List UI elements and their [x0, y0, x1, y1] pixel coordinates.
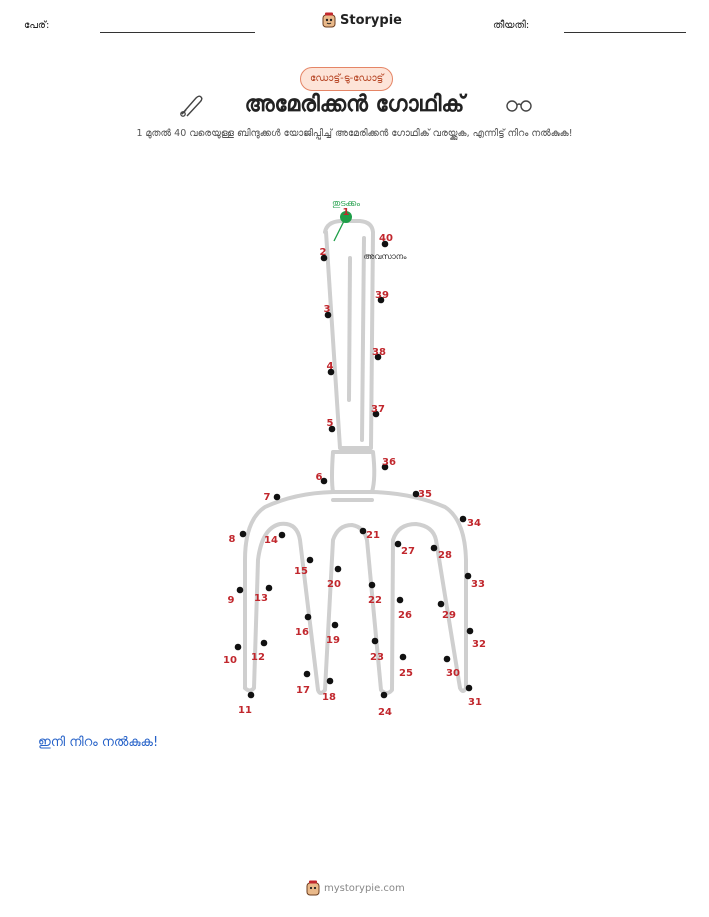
dots-layer — [223, 207, 486, 718]
dot-10 — [235, 644, 242, 651]
dot-19 — [332, 622, 339, 629]
dot-number-4: 4 — [326, 361, 334, 372]
color-prompt: ഇനി നിറം നൽകുക! — [38, 735, 159, 750]
dot-number-29: 29 — [442, 610, 456, 621]
dot-7 — [274, 494, 281, 501]
dot-26 — [397, 597, 404, 604]
dot-31 — [466, 685, 473, 692]
dot-number-3: 3 — [323, 304, 331, 315]
dot-24 — [381, 692, 388, 699]
dot-number-38: 38 — [372, 347, 386, 358]
dot-17 — [304, 671, 311, 678]
name-label: പേര്: — [24, 20, 50, 31]
dot-22 — [369, 582, 376, 589]
dot-number-5: 5 — [326, 418, 334, 429]
dot-number-21: 21 — [366, 530, 380, 541]
footer — [306, 880, 405, 896]
dot-15 — [307, 557, 314, 564]
dot-14 — [279, 532, 286, 539]
start-label: തുടക്കം — [331, 199, 361, 209]
dot-number-2: 2 — [319, 247, 327, 258]
dot-number-18: 18 — [322, 692, 336, 703]
dot-number-7: 7 — [263, 492, 271, 503]
dot-12 — [261, 640, 268, 647]
dot-number-27: 27 — [401, 546, 415, 557]
dot-number-13: 13 — [254, 593, 268, 604]
dot-13 — [266, 585, 273, 592]
dot-30 — [444, 656, 451, 663]
activity-badge: ഡോട്ട്-ടു-ഡോട്ട് — [300, 67, 393, 91]
dot-number-26: 26 — [398, 610, 412, 621]
instructions: 1 മുതൽ 40 വരെയുള്ള ബിന്ദുക്കൾ യോജിപ്പിച്ച് അമേരിക്കൻ ഗോഥിക് വരയ്ക്കുക, എന്നിട്ട് നിറം നൽകുക! — [136, 128, 573, 139]
date-label: തീയതി: — [493, 20, 530, 31]
dot-number-1: 1 — [342, 207, 350, 218]
dot-25 — [400, 654, 407, 661]
dot-number-30: 30 — [446, 668, 460, 679]
dot-number-23: 23 — [370, 652, 384, 663]
dot-9 — [237, 587, 244, 594]
dot-number-17: 17 — [296, 685, 310, 696]
dot-number-31: 31 — [468, 697, 482, 708]
footer-url[interactable]: mystorypie.com — [324, 882, 405, 894]
pitchfork-outline — [245, 221, 466, 693]
dot-28 — [431, 545, 438, 552]
dot-number-12: 12 — [251, 652, 265, 663]
dot-number-33: 33 — [471, 579, 485, 590]
dot-18 — [327, 678, 334, 685]
dot-number-8: 8 — [228, 534, 236, 545]
dot-11 — [248, 692, 255, 699]
dot-number-37: 37 — [371, 404, 385, 415]
footer-logo-icon — [306, 880, 320, 896]
dot-16 — [305, 614, 312, 621]
dot-number-16: 16 — [295, 627, 309, 638]
dot-number-28: 28 — [438, 550, 452, 561]
dot-32 — [467, 628, 474, 635]
dot-number-35: 35 — [418, 489, 432, 500]
dot-number-32: 32 — [472, 639, 486, 650]
brand-name: Storypie — [340, 12, 402, 28]
dot-23 — [372, 638, 379, 645]
dot-number-24: 24 — [378, 707, 392, 718]
dot-number-14: 14 — [264, 535, 278, 546]
dot-number-39: 39 — [375, 290, 389, 301]
dot-8 — [240, 531, 247, 538]
dot-number-11: 11 — [238, 705, 252, 716]
dot-29 — [438, 601, 445, 608]
dot-number-10: 10 — [223, 655, 237, 666]
end-label: അവസാനം — [363, 252, 407, 261]
page-title: അമേരിക്കൻ ഗോഥിക് — [244, 92, 465, 117]
dot-number-15: 15 — [294, 566, 308, 577]
dot-number-36: 36 — [382, 457, 396, 468]
dot-number-20: 20 — [327, 579, 341, 590]
dot-34 — [460, 516, 467, 523]
dot-number-9: 9 — [227, 595, 235, 606]
dot-number-22: 22 — [368, 595, 382, 606]
dot-number-6: 6 — [315, 472, 323, 483]
dot-number-19: 19 — [326, 635, 340, 646]
dot-number-25: 25 — [399, 668, 413, 679]
dot-number-34: 34 — [467, 518, 481, 529]
dot-20 — [335, 566, 342, 573]
dot-number-40: 40 — [379, 233, 393, 244]
